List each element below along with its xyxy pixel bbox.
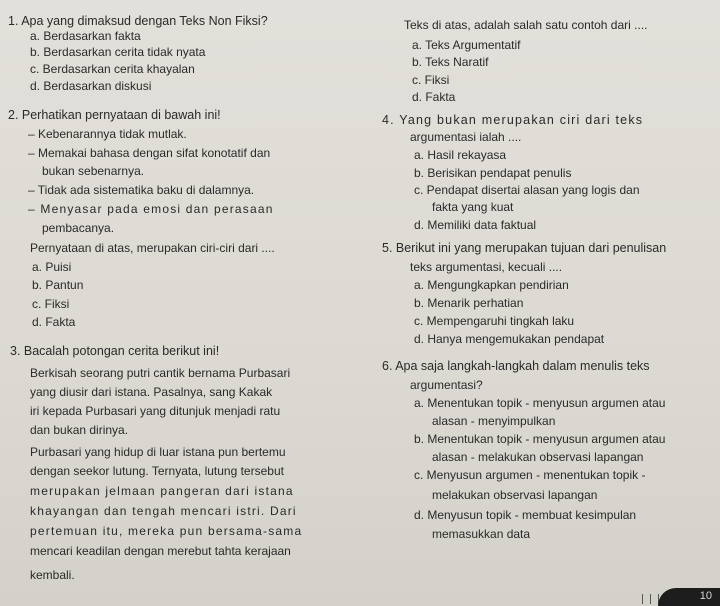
q2-statement: – Kebenarannya tidak mutlak. bbox=[28, 127, 187, 141]
question-6: 6. Apa saja langkah-langkah dalam menulis teks bbox=[382, 359, 650, 373]
q2-statement: – Tidak ada sistematika baku di dalamnya. bbox=[28, 183, 255, 197]
q3-story-line: kembali. bbox=[30, 568, 75, 582]
q6-option-d: d. Menyusun topik - membuat kesimpulan bbox=[414, 508, 637, 522]
q3-story-line: iri kepada Purbasari yang ditunjuk menjadi ratu bbox=[30, 404, 281, 418]
q2-statement: – Memakai bahasa dengan sifat konotatif dan bbox=[28, 146, 271, 160]
q6-option-b: b. Menentukan topik - menyusun argumen atau bbox=[414, 432, 666, 446]
question-1: 1. Apa yang dimaksud dengan Teks Non Fiksi? bbox=[8, 14, 268, 28]
q1-followup: Teks di atas, adalah salah satu contoh dari .... bbox=[404, 18, 648, 32]
q3-story-line: yang diusir dari istana. Pasalnya, sang Kakak bbox=[30, 385, 273, 399]
q1b-option-a: a. Teks Argumentatif bbox=[412, 38, 521, 52]
q1-option-c: c. Berdasarkan cerita khayalan bbox=[30, 62, 195, 76]
q2-option-d: d. Fakta bbox=[32, 315, 76, 329]
q1-option-d: d. Berdasarkan diskusi bbox=[30, 79, 152, 93]
q3-story-line: mencari keadilan dengan merebut tahta kerajaan bbox=[30, 544, 291, 558]
q6-option-c: c. Menyusun argumen - menentukan topik - bbox=[414, 468, 646, 482]
q3-story-line: dan bukan dirinya. bbox=[30, 423, 129, 437]
question-3: 3. Bacalah potongan cerita berikut ini! bbox=[10, 344, 220, 358]
q4-option-c: c. Pendapat disertai alasan yang logis dan bbox=[414, 183, 640, 197]
q3-story-line: merupakan jelmaan pangeran dari istana bbox=[30, 484, 294, 498]
question-2: 2. Perhatikan pernyataan di bawah ini! bbox=[8, 108, 221, 122]
q1-option-b: b. Berdasarkan cerita tidak nyata bbox=[30, 45, 206, 59]
q1b-option-b: b. Teks Naratif bbox=[412, 55, 489, 69]
q4-option-a: a. Hasil rekayasa bbox=[414, 148, 507, 162]
q4-option-b: b. Berisikan pendapat penulis bbox=[414, 166, 572, 180]
page-number-tab bbox=[658, 588, 720, 606]
page-number: 10 bbox=[699, 590, 712, 602]
question-4: 4. Yang bukan merupakan ciri dari teks bbox=[382, 113, 644, 127]
q3-story-line: dengan seekor lutung. Ternyata, lutung tersebut bbox=[30, 464, 284, 478]
q1b-option-d: d. Fakta bbox=[412, 90, 456, 104]
q2-statement: pembacanya. bbox=[42, 221, 115, 235]
q5-option-a: a. Mengungkapkan pendirian bbox=[414, 278, 569, 292]
q4-option-c-cont: fakta yang kuat bbox=[432, 200, 514, 214]
q5-option-b: b. Menarik perhatian bbox=[414, 296, 524, 310]
q2-option-b: b. Pantun bbox=[32, 278, 84, 292]
q2-option-c: c. Fiksi bbox=[32, 297, 70, 311]
q3-story-line: Purbasari yang hidup di luar istana pun bertemu bbox=[30, 445, 286, 459]
question-5: 5. Berikut ini yang merupakan tujuan dari penulisan bbox=[382, 241, 667, 255]
q6-option-a: a. Menentukan topik - menyusun argumen atau bbox=[414, 396, 666, 410]
q2-prompt: Pernyataan di atas, merupakan ciri-ciri dari .... bbox=[30, 241, 275, 255]
question-6-line2: argumentasi? bbox=[410, 378, 483, 392]
q1-option-a: a. Berdasarkan fakta bbox=[30, 29, 141, 43]
q3-story-line: pertemuan itu, mereka pun bersama-sama bbox=[30, 524, 303, 538]
question-5-line2: teks argumentasi, kecuali .... bbox=[410, 260, 563, 274]
q3-story-line: khayangan dan tengah mencari istri. Dari bbox=[30, 504, 297, 518]
q2-option-a: a. Puisi bbox=[32, 260, 72, 274]
q3-story-line: Berkisah seorang putri cantik bernama Purbasari bbox=[30, 366, 291, 380]
q6-option-a-cont: alasan - menyimpulkan bbox=[432, 414, 556, 428]
q2-statement: – Menyasar pada emosi dan perasaan bbox=[28, 202, 274, 216]
question-4-line2: argumentasi ialah .... bbox=[410, 130, 522, 144]
q6-option-c-cont: melakukan observasi lapangan bbox=[432, 488, 598, 502]
q2-statement: bukan sebenarnya. bbox=[42, 164, 145, 178]
q5-option-d: d. Hanya mengemukakan pendapat bbox=[414, 332, 605, 346]
q6-option-d-cont: memasukkan data bbox=[432, 527, 531, 541]
q5-option-c: c. Mempengaruhi tingkah laku bbox=[414, 314, 575, 328]
q6-option-b-cont: alasan - melakukan observasi lapangan bbox=[432, 450, 644, 464]
q4-option-d: d. Memiliki data faktual bbox=[414, 218, 537, 232]
q1b-option-c: c. Fiksi bbox=[412, 73, 450, 87]
